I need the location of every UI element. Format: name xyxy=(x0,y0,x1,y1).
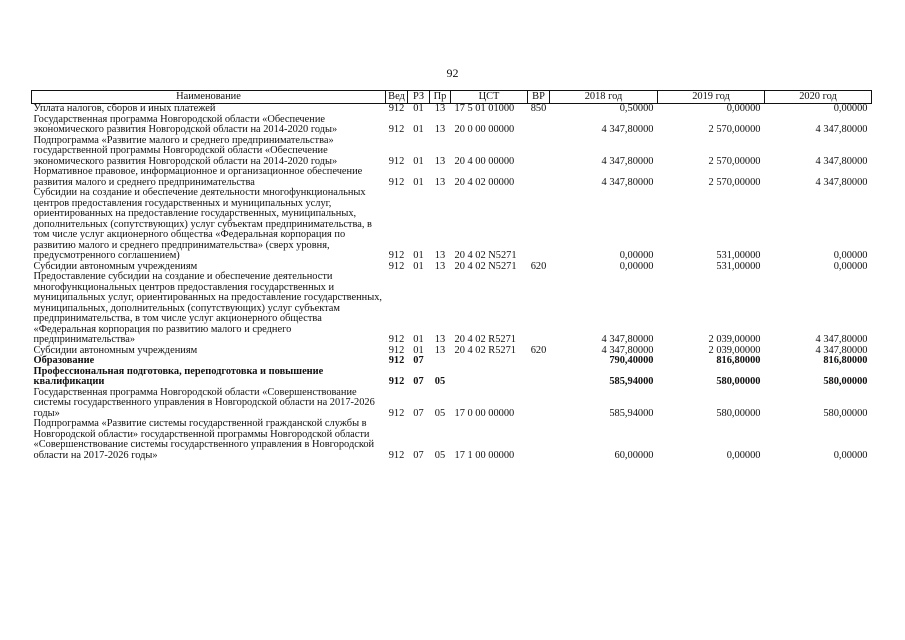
row-rz: 01 xyxy=(413,176,424,188)
table-row xyxy=(32,272,872,346)
row-pr: 13 xyxy=(434,176,446,188)
row-name: Образование xyxy=(33,355,95,366)
row-ved: 912 xyxy=(388,250,405,261)
table-row xyxy=(32,115,872,136)
row-vr: 620 xyxy=(530,260,547,272)
row-2018: 60,00000 xyxy=(614,449,654,461)
row-rz: 01 xyxy=(413,344,424,356)
row-2020: 4 347,80000 xyxy=(815,124,868,135)
table-row xyxy=(32,419,872,461)
row-ved: 912 xyxy=(388,376,405,387)
row-vr xyxy=(528,388,550,420)
row-pr: 13 xyxy=(434,250,446,261)
row-pr: 05 xyxy=(434,407,446,419)
row-vr: 620 xyxy=(530,344,547,356)
row-pr xyxy=(430,356,451,367)
row-rz: 07 xyxy=(413,355,424,366)
header-2018: 2018 год xyxy=(550,91,658,104)
row-2020: 4 347,80000 xyxy=(815,176,868,188)
row-2019: 531,00000 xyxy=(716,260,761,272)
row-2019: 580,00000 xyxy=(716,376,761,387)
row-cst: 20 4 02 R5271 xyxy=(454,344,516,356)
row-cst: 17 5 01 01000 xyxy=(454,103,515,114)
row-cst: 17 0 00 00000 xyxy=(454,407,515,419)
row-ved: 912 xyxy=(388,155,405,167)
row-2020: 4 347,80000 xyxy=(815,155,868,167)
row-ved: 912 xyxy=(388,355,405,366)
row-name: Уплата налогов, сборов и иных платежей xyxy=(33,103,216,114)
row-cst: 20 4 02 00000 xyxy=(454,176,515,188)
table-row xyxy=(32,388,872,420)
row-name: Государственная программа Новгородской области «Обеспечение экономического развития Новгородской области на 2014-2020 годы» xyxy=(33,113,338,135)
row-vr xyxy=(528,367,550,388)
row-2018: 0,50000 xyxy=(619,103,654,114)
row-rz: 07 xyxy=(413,407,424,419)
page-number: 92 xyxy=(446,66,459,80)
row-vr xyxy=(528,419,550,461)
table-row xyxy=(32,367,872,388)
table-row xyxy=(32,104,872,115)
row-2018: 4 347,80000 xyxy=(601,344,654,356)
header-vr: ВР xyxy=(528,91,550,104)
row-2018: 4 347,80000 xyxy=(601,334,654,345)
table-header-row xyxy=(32,91,872,104)
row-ved: 912 xyxy=(388,344,405,356)
row-2019: 531,00000 xyxy=(716,250,761,261)
row-ved: 912 xyxy=(388,449,405,461)
row-cst: 20 4 02 N5271 xyxy=(454,250,517,261)
row-2020: 4 347,80000 xyxy=(815,344,868,356)
row-name: Предоставление субсидии на создание и обеспечение деятельности многофункциональных центров предоставления государственных и муниципальных услуг, ориентированных на предоставление государственных, муниципальных, дополнительных (сопутствующих) услуг субъектам предпринимательства, в том числе услуг акционерного общества «Федеральная корпорация по развитию малого и среднего предпринимательства» xyxy=(33,271,383,345)
row-name: Подпрограмма «Развитие малого и среднего предпринимательства» государственной программы Новгородской области «Обеспечение экономического развития Новгородской области на 2014-2020 годы» xyxy=(33,134,338,167)
row-2020: 0,00000 xyxy=(833,449,868,461)
header-cst: ЦСТ xyxy=(451,91,528,104)
row-2020: 4 347,80000 xyxy=(815,334,868,345)
row-rz: 01 xyxy=(413,155,424,167)
row-vr xyxy=(528,167,550,188)
row-rz: 01 xyxy=(413,334,424,345)
table-row xyxy=(32,167,872,188)
row-pr: 05 xyxy=(434,376,446,387)
row-vr: 850 xyxy=(530,103,547,114)
row-2019: 2 039,00000 xyxy=(708,344,761,356)
row-2020: 0,00000 xyxy=(833,103,868,114)
row-cst: 20 4 00 00000 xyxy=(454,155,515,167)
row-2018: 790,40000 xyxy=(609,355,654,366)
row-pr: 13 xyxy=(434,334,446,345)
row-2020: 0,00000 xyxy=(833,260,868,272)
table-row xyxy=(32,356,872,367)
row-cst: 17 1 00 00000 xyxy=(454,449,515,461)
row-name: Субсидии на создание и обеспечение деятельности многофункциональных центров предоставления государственных и муниципальных услуг, ориентированных на предоставление государственных, муниципальных, дополнительных (сопутствующих) услуг субъектам предпринимательства, в том числе услуг акционерного общества «Федеральная корпорация по развитию малого и среднего предпринимательства» (сверх уровня, предусмотренного соглашением) xyxy=(33,187,372,261)
header-name: Наименование xyxy=(32,91,386,104)
row-rz: 01 xyxy=(413,103,424,114)
row-pr: 13 xyxy=(434,103,446,114)
row-2020: 580,00000 xyxy=(823,407,868,419)
row-2019: 2 039,00000 xyxy=(708,334,761,345)
row-rz: 01 xyxy=(413,260,424,272)
row-name: Государственная программа Новгородской области «Совершенствование системы государственного управления в Новгородской области на 2017-2026 годы» xyxy=(33,386,375,419)
row-name: Профессиональная подготовка, переподготовка и повышение квалификации xyxy=(33,365,324,387)
row-ved: 912 xyxy=(388,407,405,419)
row-ved: 912 xyxy=(388,176,405,188)
row-2018: 0,00000 xyxy=(619,250,654,261)
budget-table xyxy=(31,90,872,461)
row-2018: 0,00000 xyxy=(619,260,654,272)
row-2019: 2 570,00000 xyxy=(708,155,761,167)
row-pr: 13 xyxy=(434,260,446,272)
row-pr: 05 xyxy=(434,449,446,461)
row-cst: 20 0 00 00000 xyxy=(454,124,515,135)
row-rz: 07 xyxy=(413,449,424,461)
row-2018: 4 347,80000 xyxy=(601,176,654,188)
row-ved: 912 xyxy=(388,334,405,345)
row-ved: 912 xyxy=(388,260,405,272)
row-name: Субсидии автономным учреждениям xyxy=(33,344,198,356)
header-ved: Вед xyxy=(386,91,408,104)
row-2019: 2 570,00000 xyxy=(708,176,761,188)
header-2020: 2020 год xyxy=(765,91,872,104)
row-2018: 4 347,80000 xyxy=(601,155,654,167)
row-vr xyxy=(528,115,550,136)
row-ved: 912 xyxy=(388,124,405,135)
table-row xyxy=(32,188,872,262)
row-name: Субсидии автономным учреждениям xyxy=(33,260,198,272)
row-vr xyxy=(528,356,550,367)
row-name: Подпрограмма «Развитие системы государственной гражданской службы в Новгородской области» государственной программы Новгородской области «Совершенствование системы государственного управления в Новгородской области на 2017-2026 годы» xyxy=(33,418,375,461)
row-pr: 13 xyxy=(434,124,446,135)
row-vr xyxy=(528,188,550,262)
row-vr xyxy=(528,136,550,168)
row-cst xyxy=(451,367,528,388)
row-2020: 580,00000 xyxy=(823,376,868,387)
header-rz: РЗ xyxy=(408,91,430,104)
row-pr: 13 xyxy=(434,344,446,356)
row-rz: 01 xyxy=(413,250,424,261)
row-pr: 13 xyxy=(434,155,446,167)
row-2019: 2 570,00000 xyxy=(708,124,761,135)
table-row xyxy=(32,136,872,168)
header-2019: 2019 год xyxy=(658,91,765,104)
row-2020: 0,00000 xyxy=(833,250,868,261)
row-2018: 585,94000 xyxy=(609,376,654,387)
row-2020: 816,80000 xyxy=(823,355,868,366)
row-rz: 07 xyxy=(413,376,424,387)
row-2019: 580,00000 xyxy=(716,407,761,419)
header-pr: Пр xyxy=(430,91,451,104)
row-2019: 816,80000 xyxy=(716,355,761,366)
row-2018: 4 347,80000 xyxy=(601,124,654,135)
row-vr xyxy=(528,272,550,346)
row-2019: 0,00000 xyxy=(726,103,761,114)
row-cst: 20 4 02 N5271 xyxy=(454,260,517,272)
row-2019: 0,00000 xyxy=(726,449,761,461)
row-name: Нормативное правовое, информационное и организационное обеспечение развития малого и среднего предпринимательства xyxy=(33,166,363,188)
row-ved: 912 xyxy=(388,103,405,114)
row-cst xyxy=(451,356,528,367)
row-2018: 585,94000 xyxy=(609,407,654,419)
row-rz: 01 xyxy=(413,124,424,135)
row-cst: 20 4 02 R5271 xyxy=(454,334,516,345)
